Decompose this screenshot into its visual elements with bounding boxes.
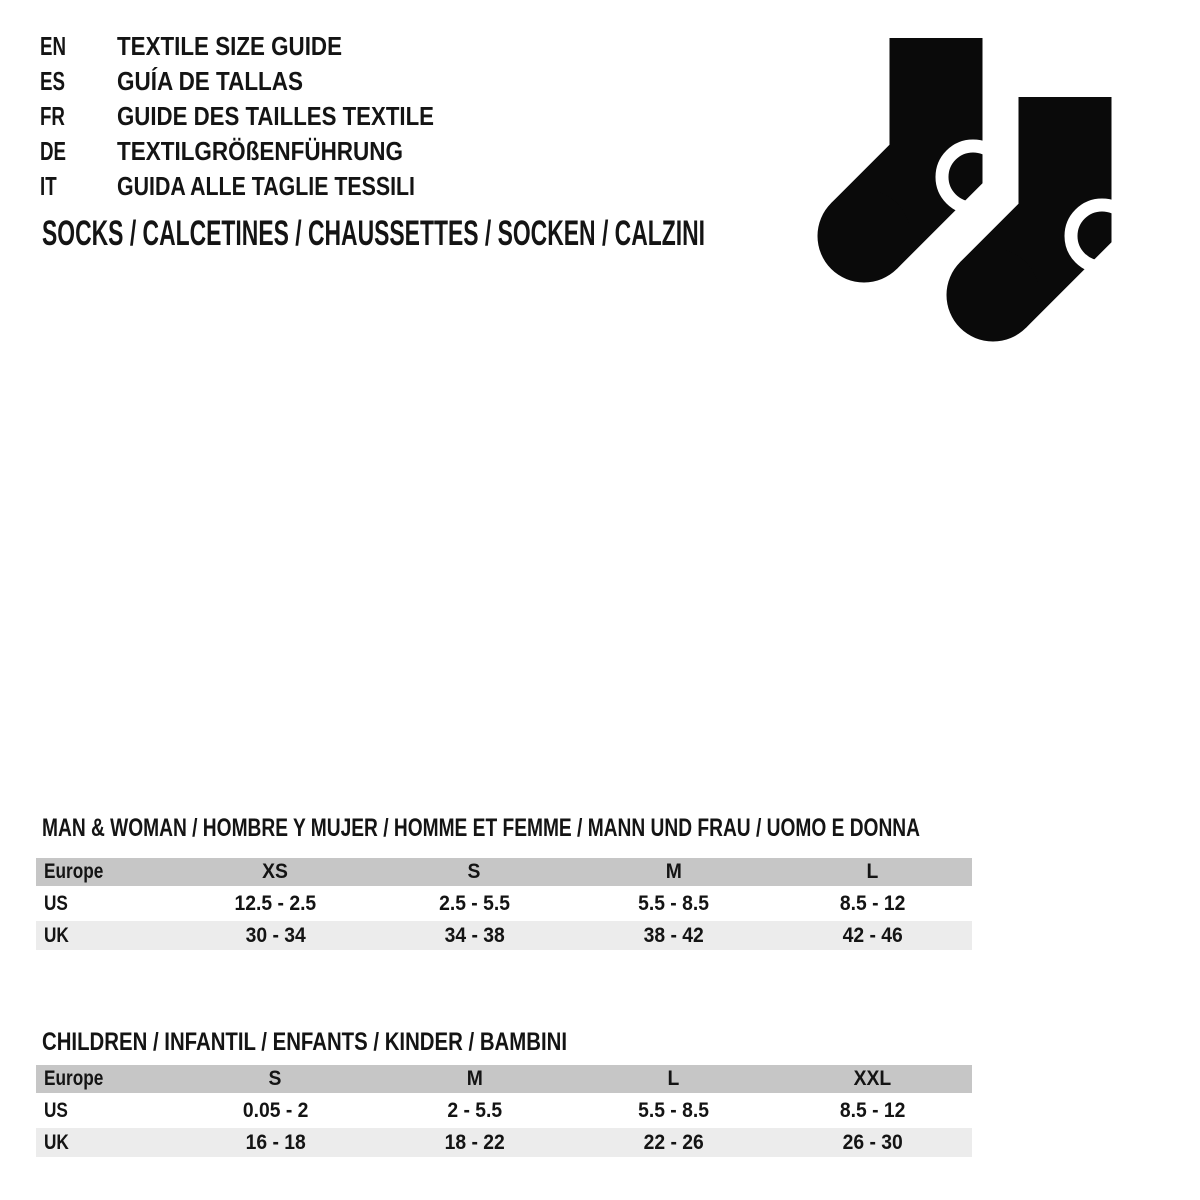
cell-uk-xxl: 26 - 30 <box>842 1131 903 1154</box>
header-cell-size-m: M <box>466 1067 483 1090</box>
header-cell-size-xxl: XXL <box>853 1067 892 1090</box>
header-cell-size-s: S <box>468 860 481 883</box>
header-cell-size-l: L <box>866 860 879 883</box>
guide-title-it: GUIDA ALLE TAGLIE TESSILI <box>117 171 415 201</box>
row-label-uk: UK <box>44 924 69 947</box>
cell-us-xs: 12.5 - 2.5 <box>234 892 317 915</box>
table-header-row <box>36 858 972 886</box>
cell-uk-s: 34 - 38 <box>444 924 505 947</box>
table-row-uk <box>36 1128 972 1157</box>
table-row-us <box>36 889 972 918</box>
cell-uk-s: 16 - 18 <box>245 1131 306 1154</box>
row-label-us: US <box>44 1099 68 1122</box>
language-row-de <box>40 138 448 164</box>
language-code-en: EN <box>40 31 67 61</box>
language-row-en <box>40 33 378 59</box>
language-row-es <box>40 68 332 94</box>
language-code-fr: FR <box>40 101 65 131</box>
cell-us-m: 2 - 5.5 <box>447 1099 502 1122</box>
cell-uk-m: 38 - 42 <box>643 924 704 947</box>
cell-us-m: 5.5 - 8.5 <box>638 892 709 915</box>
section-title-man-woman <box>42 813 1187 843</box>
cell-us-l: 5.5 - 8.5 <box>638 1099 709 1122</box>
guide-title-en: TEXTILE SIZE GUIDE <box>117 31 342 61</box>
language-code-de: DE <box>40 136 67 166</box>
row-label-us: US <box>44 892 68 915</box>
row-label-uk: UK <box>44 1131 69 1154</box>
guide-title-fr: GUIDE DES TAILLES TEXTILE <box>117 101 434 131</box>
header-cell-size-l: L <box>667 1067 680 1090</box>
language-code-es: ES <box>40 66 65 96</box>
sock-left-icon <box>818 38 1005 283</box>
header-cell-size-xs: XS <box>262 860 289 883</box>
cell-us-s: 0.05 - 2 <box>242 1099 309 1122</box>
table-row-uk <box>36 921 972 950</box>
product-category-text: SOCKS / CALCETINES / CHAUSSETTES / SOCKEN / CALZINI <box>42 214 705 253</box>
header-cell-size-s: S <box>269 1067 282 1090</box>
language-row-it <box>40 173 480 199</box>
header-cell-size-m: M <box>665 860 682 883</box>
cell-uk-l: 42 - 46 <box>842 924 903 947</box>
cell-us-xxl: 8.5 - 12 <box>839 1099 906 1122</box>
section-title-children <box>42 1027 686 1057</box>
header-cell-region: Europe <box>44 860 104 883</box>
section-title-man-woman-text: MAN & WOMAN / HOMBRE Y MUJER / HOMME ET FEMME / MANN UND FRAU / UOMO E DONNA <box>42 814 920 842</box>
guide-title-es: GUÍA DE TALLAS <box>117 66 303 96</box>
cell-uk-m: 18 - 22 <box>444 1131 505 1154</box>
language-code-it: IT <box>40 171 57 201</box>
header-cell-region: Europe <box>44 1067 104 1090</box>
language-row-fr <box>40 103 488 129</box>
size-table-children <box>36 1065 972 1157</box>
section-title-children-text: CHILDREN / INFANTIL / ENFANTS / KINDER / BAMBINI <box>42 1028 567 1056</box>
socks-icon <box>805 25 1155 350</box>
guide-title-de: TEXTILGRÖßENFÜHRUNG <box>117 136 403 166</box>
cell-uk-l: 22 - 26 <box>643 1131 704 1154</box>
table-row-us <box>36 1096 972 1125</box>
cell-us-s: 2.5 - 5.5 <box>439 892 510 915</box>
size-table-man-woman <box>36 858 972 950</box>
cell-uk-xs: 30 - 34 <box>245 924 306 947</box>
cell-us-l: 8.5 - 12 <box>839 892 906 915</box>
table-header-row <box>36 1065 972 1093</box>
